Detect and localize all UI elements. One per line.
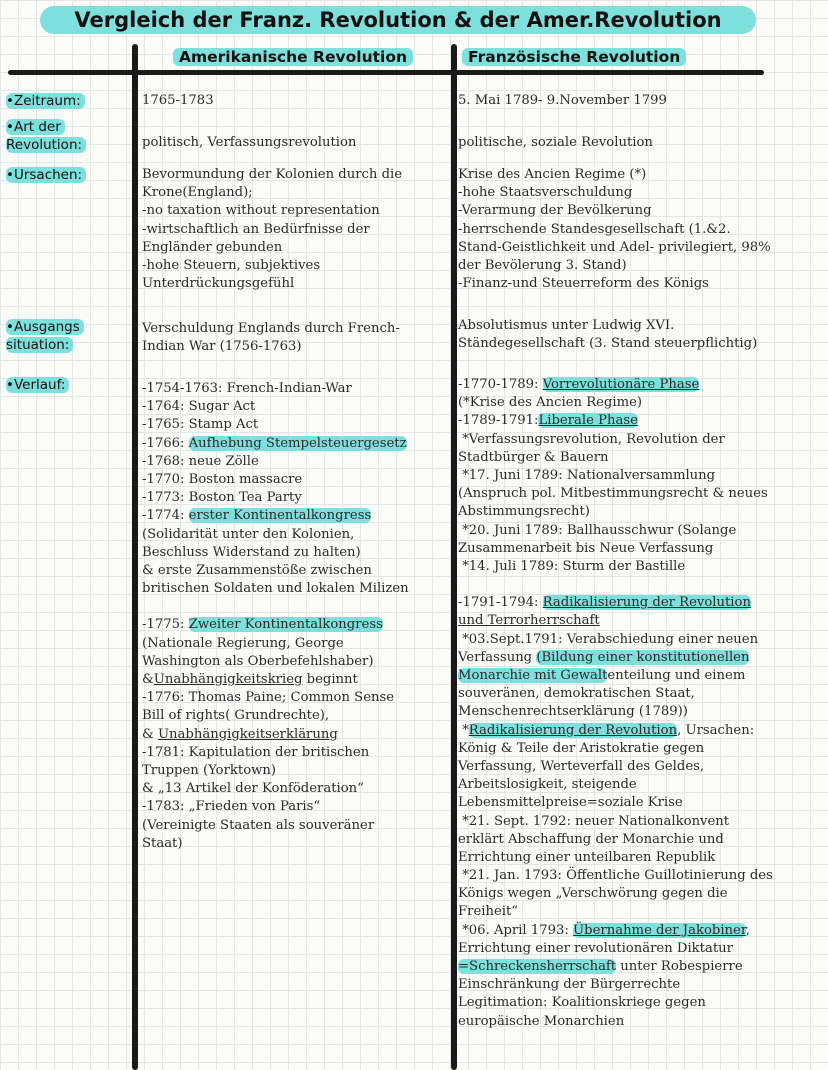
text-line: -Finanz-und Steuerreform des Königs	[458, 276, 709, 292]
text-line: Menschenrechtserklärung (1789))	[458, 704, 688, 720]
text-line: Königs wegen „Verschwörung gegen die	[458, 886, 728, 902]
text-line: & erste Zusammenstöße zwischen	[142, 562, 372, 578]
text-line: -1791-1794: Radikalisierung der Revolution	[458, 595, 751, 611]
text-line: -1764: Sugar Act	[142, 399, 256, 415]
text-line: & „13 Artikel der Konföderation“	[142, 781, 364, 797]
text-line: -Verarmung der Bevölkerung	[458, 203, 652, 219]
text-line: -hohe Staatsverschuldung	[458, 185, 633, 201]
text-line: -1766: Aufhebung Stempelsteuergesetz	[142, 435, 407, 451]
text-line: =Schreckensherrschaft unter Robespierre	[458, 959, 743, 974]
text-line: und Terrorherrschaft	[458, 613, 600, 629]
column-divider-left	[132, 44, 138, 1070]
cell-zeitraum-american: 1765-1783	[142, 93, 214, 108]
text-line: Unterdrückungsgefühl	[142, 276, 295, 292]
text-line: -1781: Kapitulation der britischen	[142, 744, 370, 760]
text-line: -1783: „Frieden von Paris“	[142, 799, 321, 815]
text-line	[458, 576, 824, 594]
text-line: -wirtschaftlich an Bedürfnisse der	[142, 221, 370, 237]
text-line: *20. Juni 1789: Ballhausschwur (Solange	[458, 522, 737, 538]
text-line: Errichtung einer revolutionären Diktatur	[458, 940, 733, 956]
text-line: Truppen (Yorktown)	[142, 762, 277, 778]
text-line: Stadtbürger & Bauern	[458, 449, 609, 465]
text-line: -1754-1763: French-Indian-War	[142, 381, 352, 396]
text-line: -1768: neue Zölle	[142, 453, 259, 469]
cell-verlauf-american	[142, 380, 442, 853]
text-line: Indian War (1756-1763)	[142, 339, 302, 355]
text-line	[142, 598, 442, 616]
text-line: -1770-1789: Vorrevolutionäre Phase	[458, 377, 700, 392]
column-divider-right	[451, 44, 457, 1070]
text-line: Zusammenarbeit bis Neue Verfassung	[458, 540, 714, 556]
text-line: -1770: Boston massacre	[142, 471, 303, 487]
text-line: souveränen, demokratischen Staat,	[458, 686, 695, 702]
cell-zeitraum-french: 5. Mai 1789- 9.November 1799	[458, 93, 667, 108]
cell-ausgang-american	[142, 320, 442, 356]
text-line: (Vereinigte Staaten als souveräner	[142, 817, 375, 833]
text-line: Verschuldung Englands durch French-	[142, 321, 400, 336]
text-line: *21. Sept. 1792: neuer Nationalkonvent	[458, 813, 730, 829]
text-line: Krise des Ancien Regime (*)	[458, 167, 647, 182]
text-line: -herrschende Standesgesellschaft (1.&2.	[458, 221, 731, 237]
cell-ursachen-french	[458, 166, 824, 293]
text-line: -1765: Stamp Act	[142, 417, 259, 433]
label-ursachen: •Ursachen:	[6, 166, 124, 184]
text-line: erklärt Abschaffung der Monarchie und	[458, 831, 724, 847]
text-line: -1773: Boston Tea Party	[142, 490, 302, 506]
text-line: *Verfassungsrevolution, Revolution der	[458, 431, 725, 447]
column-header-french: Französische Revolution	[462, 46, 738, 68]
text-line: der Bevölerung 3. Stand)	[458, 257, 627, 273]
text-line: britischen Soldaten und lokalen Milizen	[142, 581, 409, 597]
text-line: Stand-Geistlichkeit und Adel- privilegiert, 98%	[458, 239, 771, 255]
label-verlauf: •Verlauf:	[6, 376, 124, 394]
text-line: -1776: Thomas Paine; Common Sense	[142, 690, 395, 706]
text-line: Freiheit“	[458, 904, 519, 920]
cell-art-american: politisch, Verfassungsrevolution	[142, 135, 357, 150]
cell-ausgang-french	[458, 317, 824, 353]
text-line: Beschluss Widerstand zu halten)	[142, 544, 361, 560]
label-ausgangssituation: •Ausgangs situation:	[6, 318, 124, 354]
column-header-american: Amerikanische Revolution	[156, 46, 430, 68]
text-line: Monarchie mit Gewaltenteilung und einem	[458, 668, 746, 683]
text-line: Krone(England);	[142, 185, 253, 201]
text-line: *21. Jan. 1793: Öffentliche Guillotinierung des	[458, 868, 773, 884]
text-line: europäische Monarchien	[458, 1013, 625, 1029]
text-line: Staat)	[142, 835, 183, 851]
cell-verlauf-french	[458, 376, 824, 1031]
text-line: *17. Juni 1789: Nationalversammlung	[458, 467, 716, 483]
text-line: Absolutismus unter Ludwig XVI.	[458, 318, 675, 333]
header-divider	[8, 70, 764, 75]
text-line: Verfassung, Werteverfall des Geldes,	[458, 758, 705, 774]
text-line: Errichtung einer unteilbaren Republik	[458, 849, 716, 865]
text-line: Verfassung (Bildung einer konstitutionellen	[458, 649, 750, 665]
text-line: Bevormundung der Kolonien durch die	[142, 167, 403, 182]
label-zeitraum: •Zeitraum:	[6, 92, 124, 110]
text-line: -hohe Steuern, subjektives	[142, 257, 321, 273]
text-line: *06. April 1793: Übernahme der Jakobiner,	[458, 922, 750, 938]
text-line: -1774: erster Kontinentalkongress	[142, 508, 372, 524]
text-line: Bill of rights( Grundrechte),	[142, 708, 330, 724]
cell-ursachen-american	[142, 166, 442, 293]
text-line: (Solidarität unter den Kolonien,	[142, 526, 355, 542]
text-line: *14. Juli 1789: Sturm der Bastille	[458, 558, 686, 574]
text-line: Abstimmungsrecht)	[458, 504, 590, 520]
text-line: Einschränkung der Bürgerrechte	[458, 977, 681, 993]
text-line: & Unabhängigkeitserklärung	[142, 726, 338, 742]
cell-art-french: politische, soziale Revolution	[458, 135, 653, 150]
text-line: (Anspruch pol. Mitbestimmungsrecht & neues	[458, 486, 768, 502]
text-line: Engländer gebunden	[142, 239, 283, 255]
text-line: -1775: Zweiter Kontinentalkongress	[142, 617, 383, 633]
text-line: (Nationale Regierung, George	[142, 635, 344, 651]
text-line: (*Krise des Ancien Regime)	[458, 395, 643, 411]
text-line: *Radikalisierung der Revolution, Ursachen:	[458, 722, 755, 738]
text-line: -1789-1791:Liberale Phase	[458, 413, 638, 429]
text-line: Legitimation: Koalitionskriege gegen	[458, 995, 706, 1011]
text-line: Washington als Oberbefehlshaber)	[142, 653, 374, 669]
text-line: -no taxation without representation	[142, 203, 380, 219]
text-line: &Unabhängigkeitskrieg beginnt	[142, 672, 358, 687]
text-line: Lebensmittelpreise=soziale Krise	[458, 795, 683, 811]
text-line: Arbeitslosigkeit, steigende	[458, 777, 637, 793]
text-line: König & Teile der Aristokratie gegen	[458, 740, 705, 756]
label-art: •Art der Revolution:	[6, 118, 124, 154]
text-line: Ständegesellschaft (3. Stand steuerpflichtig)	[458, 336, 758, 352]
page-title: Vergleich der Franz. Revolution & der Amer.Revolution	[40, 6, 756, 34]
text-line: *03.Sept.1791: Verabschiedung einer neuen	[458, 631, 759, 647]
